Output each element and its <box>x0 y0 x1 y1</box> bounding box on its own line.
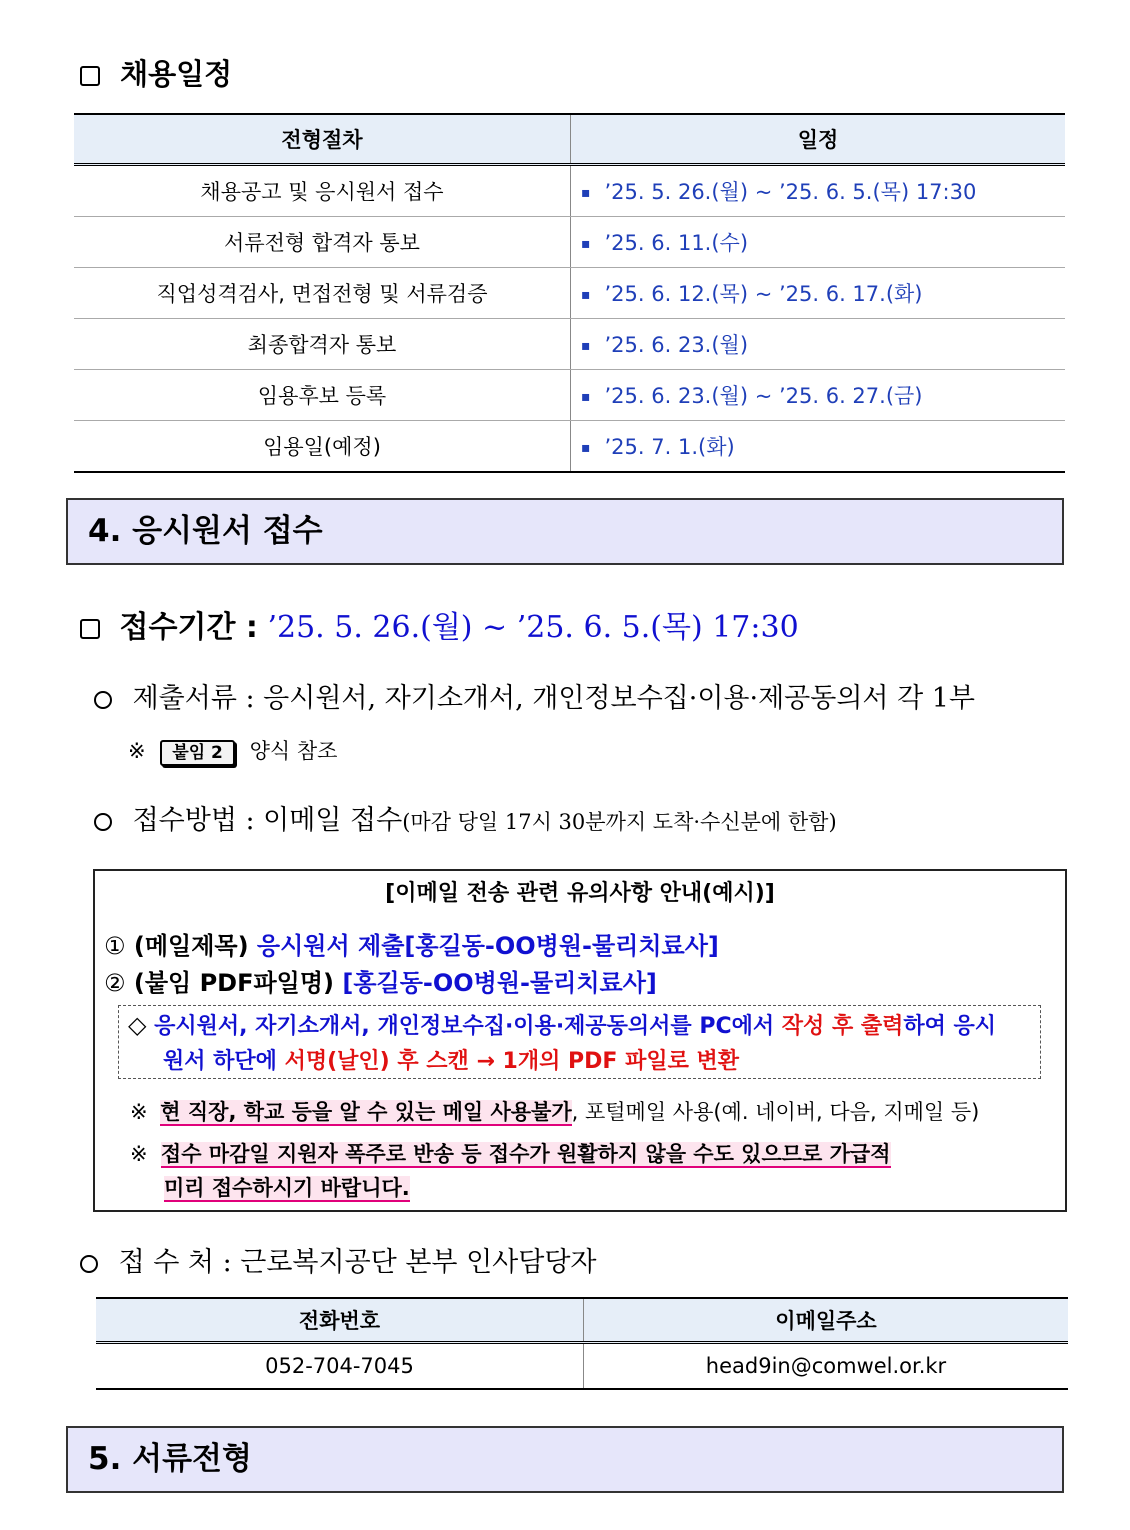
date-text: ’25. 6. 11.(수) <box>604 231 749 255</box>
notice-title: [이메일 전송 관련 유의사항 안내(예시)] <box>385 881 775 906</box>
date-text: ’25. 6. 12.(목) ~ ’25. 6. 17.(화) <box>604 282 923 306</box>
table-row <box>96 1343 1068 1390</box>
table-row <box>74 217 1065 268</box>
phone-number: 052-704-7045 <box>96 1343 584 1390</box>
documents-line: 제출서류 : 응시원서, 자기소개서, 개인정보수집·이용·제공동의서 각 1부 <box>94 676 975 715</box>
date-text: ’25. 6. 23.(월) <box>604 333 749 357</box>
step-cell: 임용후보 등록 <box>74 370 571 421</box>
circle-bullet-icon <box>94 691 112 709</box>
date-cell <box>571 165 1066 217</box>
checkbox-icon <box>80 66 100 86</box>
pdf-instruction-line1: ◇ 응시원서, 자기소개서, 개인정보수집·이용·제공동의서를 PC에서 작성 후 출력하여 응시 <box>128 1011 997 1039</box>
square-bullet-icon: ▪ <box>581 185 591 201</box>
note-line-3: 미리 접수하시기 바랍니다. <box>164 1176 410 1200</box>
pdf-instruction-line2: 원서 하단에 서명(날인) 후 스캔 → 1개의 PDF 파일로 변환 <box>163 1049 740 1074</box>
date-cell <box>571 319 1066 370</box>
section-header: 5. 서류전형 <box>66 1426 1064 1493</box>
step-cell: 임용일(예정) <box>74 421 571 473</box>
date-text: ’25. 6. 23.(월) ~ ’25. 6. 27.(금) <box>604 384 923 408</box>
section-header: 4. 응시원서 접수 <box>66 498 1064 565</box>
checkbox-icon <box>80 619 100 639</box>
column-header: 전형절차 <box>74 114 571 165</box>
table-row <box>74 319 1065 370</box>
date-cell <box>571 421 1066 473</box>
step-cell: 직업성격검사, 면접전형 및 서류검증 <box>74 268 571 319</box>
circle-bullet-icon <box>94 813 112 831</box>
column-header: 이메일주소 <box>584 1298 1069 1343</box>
square-bullet-icon: ▪ <box>581 338 591 354</box>
schedule-table <box>74 113 1065 473</box>
date-cell <box>571 268 1066 319</box>
date-cell <box>571 217 1066 268</box>
notice-item-1: ① (메일제목) 응시원서 제출[홍길동-OO병원-물리치료사] <box>104 932 719 960</box>
table-row <box>74 421 1065 473</box>
date-text: ’25. 5. 26.(월) ~ ’25. 6. 5.(목) 17:30 <box>604 180 977 204</box>
note-line-2: ※ 접수 마감일 지원자 폭주로 반송 등 접수가 원활하지 않을 수도 있으므로 가급적 <box>130 1142 891 1166</box>
step-cell: 최종합격자 통보 <box>74 319 571 370</box>
schedule-heading: 채용일정 <box>80 52 232 93</box>
office-line: 접 수 처 : 근로복지공단 본부 인사담당자 <box>80 1240 597 1279</box>
square-bullet-icon: ▪ <box>581 440 591 456</box>
form-reference: ※ 붙임 2 양식 참조 <box>128 735 337 766</box>
note-line-1: ※ 현 직장, 학교 등을 알 수 있는 메일 사용불가, 포털메일 사용(예. 네이버, 다음, 지메일 등) <box>130 1100 980 1124</box>
contact-table <box>96 1297 1068 1390</box>
table-header-row <box>96 1298 1068 1343</box>
table-header-row <box>74 114 1065 165</box>
notice-item-2: ② (붙임 PDF파일명) [홍길동-OO병원-물리치료사] <box>104 969 657 997</box>
circle-bullet-icon <box>80 1255 98 1273</box>
email-address[interactable]: head9in@comwel.or.kr <box>584 1343 1069 1390</box>
date-cell <box>571 370 1066 421</box>
method-line: 접수방법 : 이메일 접수(마감 당일 17시 30분까지 도착·수신분에 한함) <box>94 798 837 837</box>
square-bullet-icon: ▪ <box>581 287 591 303</box>
table-row <box>74 165 1065 217</box>
table-row <box>74 268 1065 319</box>
attachment-badge: 붙임 2 <box>160 740 235 766</box>
column-header: 일정 <box>571 114 1066 165</box>
date-text: ’25. 7. 1.(화) <box>604 435 735 459</box>
square-bullet-icon: ▪ <box>581 389 591 405</box>
step-cell: 서류전형 합격자 통보 <box>74 217 571 268</box>
step-cell: 채용공고 및 응시원서 접수 <box>74 165 571 217</box>
column-header: 전화번호 <box>96 1298 584 1343</box>
square-bullet-icon: ▪ <box>581 236 591 252</box>
period-line: 접수기간 : ’25. 5. 26.(월) ~ ’25. 6. 5.(목) 17:30 <box>80 602 799 646</box>
table-row <box>74 370 1065 421</box>
